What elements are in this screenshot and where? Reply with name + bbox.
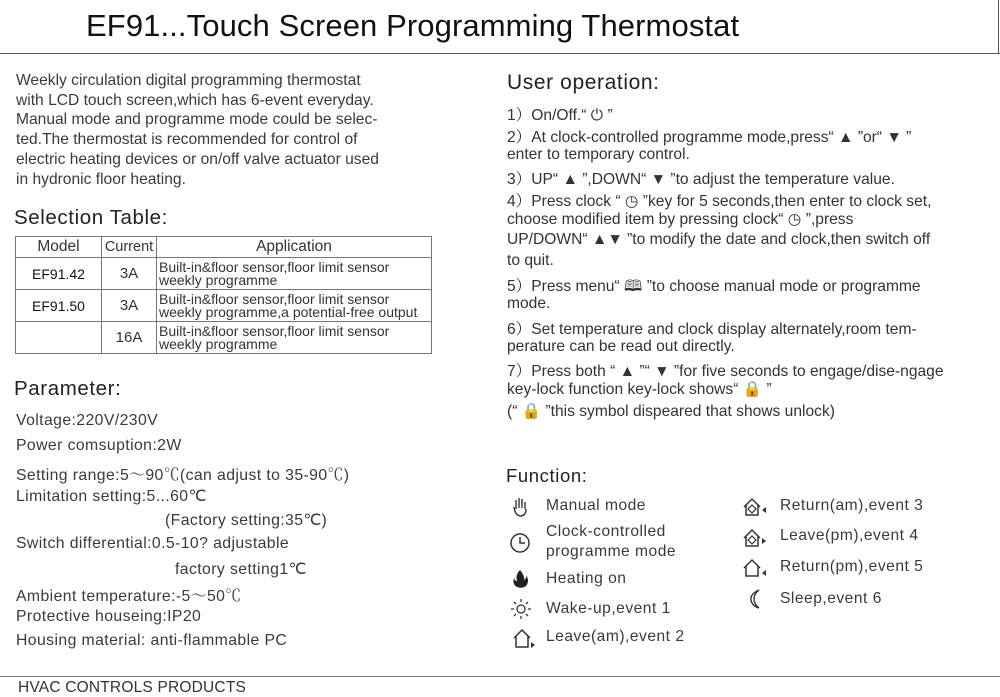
operation-line: 4）Press clock “ ◷ ”key for 5 seconds,then enter to clock set, xyxy=(507,193,932,210)
current-cell: 3A xyxy=(102,258,157,290)
intro-paragraph xyxy=(16,71,456,189)
current-cell: 3A xyxy=(102,290,157,322)
function-label: Wake-up,event 1 xyxy=(546,600,671,617)
operation-line: (“ 🔒 ”this symbol dispeared that shows unlock) xyxy=(507,403,835,420)
function-label: Leave(am),event 2 xyxy=(546,628,685,645)
house-return-pm-icon xyxy=(743,557,767,579)
house-return-icon xyxy=(743,496,767,518)
operation-line: 5）Press menu“ 🕮 ”to choose manual mode or programme xyxy=(507,278,921,295)
parameter-protective: Protective houseing:IP20 xyxy=(16,608,202,625)
application-line: weekly programme,a potential-free output xyxy=(159,303,418,320)
house-leave-pm-icon xyxy=(743,527,767,549)
application-line: weekly programme xyxy=(159,335,278,352)
title-divider xyxy=(0,53,1000,54)
model-cell: EF91.42 xyxy=(16,258,102,290)
operation-line: key-lock function key-lock shows“ 🔒 ” xyxy=(507,381,772,398)
clock-icon xyxy=(509,532,533,554)
function-label: Manual mode xyxy=(546,497,646,514)
parameter-setting-range: Setting range:5～90℃(can adjust to 35-90℃) xyxy=(16,467,350,484)
table-row xyxy=(16,322,432,354)
moon-icon xyxy=(746,588,770,610)
function-label: Heating on xyxy=(546,570,627,587)
parameter-ambient: Ambient temperature:-5～50℃ xyxy=(16,588,242,605)
title-vertical-divider xyxy=(998,0,999,54)
operation-line: 2）At clock-controlled programme mode,press“ ▲ ”or“ ▼ ” xyxy=(507,129,912,146)
application-cell xyxy=(157,322,432,354)
intro-line: in hydronic floor heating. xyxy=(16,170,186,188)
application-line: Built-in&floor sensor,floor limit sensor xyxy=(159,290,390,307)
function-label: Return(am),event 3 xyxy=(780,497,924,514)
house-leave-icon xyxy=(512,627,536,649)
operation-line: 7）Press both “ ▲ ”“ ▼ ”for five seconds to engage/dise-ngage xyxy=(507,363,944,380)
footer-divider xyxy=(0,676,1000,677)
table-header-row xyxy=(16,237,432,258)
application-cell xyxy=(157,290,432,322)
intro-line: Manual mode and programme mode could be selec- xyxy=(16,111,378,129)
sun-icon xyxy=(509,598,533,620)
parameter-switch-differential: Switch differential:0.5-10? adjustable xyxy=(16,535,290,552)
model-cell: EF91.50 xyxy=(16,290,102,322)
parameter-differential-factory: factory setting1℃ xyxy=(175,561,307,578)
function-heading: Function: xyxy=(506,465,588,486)
intro-line: electric heating devices or on/off valve actuator used xyxy=(16,150,379,168)
operation-line: 3）UP“ ▲ ”,DOWN“ ▼ ”to adjust the temperature value. xyxy=(507,171,895,188)
parameter-limitation: Limitation setting:5...60℃ xyxy=(16,488,207,505)
column-header-application: Application xyxy=(157,237,432,258)
user-operation-heading: User operation: xyxy=(507,71,660,94)
model-cell xyxy=(16,322,102,354)
function-label: Clock-controlled programme mode xyxy=(546,523,677,560)
operation-line: perature can be read out directly. xyxy=(507,338,735,355)
flame-icon xyxy=(509,568,533,590)
column-header-current: Current xyxy=(102,237,157,258)
function-label: Return(pm),event 5 xyxy=(780,558,924,575)
table-row xyxy=(16,290,432,322)
intro-line: Weekly circulation digital programming thermostat xyxy=(16,72,361,89)
function-label: Leave(pm),event 4 xyxy=(780,527,919,544)
hand-icon xyxy=(509,496,533,518)
current-cell: 16A xyxy=(102,322,157,354)
selection-table-heading: Selection Table: xyxy=(14,206,168,229)
function-label: Sleep,event 6 xyxy=(780,590,882,607)
application-line: Built-in&floor sensor,floor limit sensor xyxy=(159,322,390,339)
operation-line: enter to temporary control. xyxy=(507,146,690,163)
footer-text: HVAC CONTROLS PRODUCTS xyxy=(18,679,247,696)
parameter-voltage: Voltage:220V/230V xyxy=(16,412,159,429)
table-row xyxy=(16,258,432,290)
application-line: Built-in&floor sensor,floor limit sensor xyxy=(159,258,390,275)
column-header-model: Model xyxy=(16,237,102,258)
operation-line: UP/DOWN“ ▲▼ ”to modify the date and clock,then switch off xyxy=(507,231,931,248)
parameter-heading: Parameter: xyxy=(14,377,122,400)
selection-table xyxy=(15,236,432,354)
intro-line: with LCD touch screen,which has 6-event everyday. xyxy=(16,91,374,109)
application-line: weekly programme xyxy=(159,271,278,288)
application-cell xyxy=(157,258,432,290)
operation-line: choose modified item by pressing clock“ ◷ ”,press xyxy=(507,211,854,228)
page-title: EF91...Touch Screen Programming Thermostat xyxy=(86,8,740,43)
parameter-power: Power comsuption:2W xyxy=(16,437,182,454)
operation-line: 1）On/Off.“ ⏻ ” xyxy=(507,107,613,124)
operation-line: to quit. xyxy=(507,252,554,269)
parameter-limitation-factory: (Factory setting:35℃) xyxy=(165,512,328,529)
operation-line: mode. xyxy=(507,295,551,312)
intro-line: ted.The thermostat is recommended for control of xyxy=(16,131,358,149)
operation-line: 6）Set temperature and clock display alternately,room tem- xyxy=(507,321,917,338)
parameter-housing: Housing material: anti-flammable PC xyxy=(16,632,288,649)
